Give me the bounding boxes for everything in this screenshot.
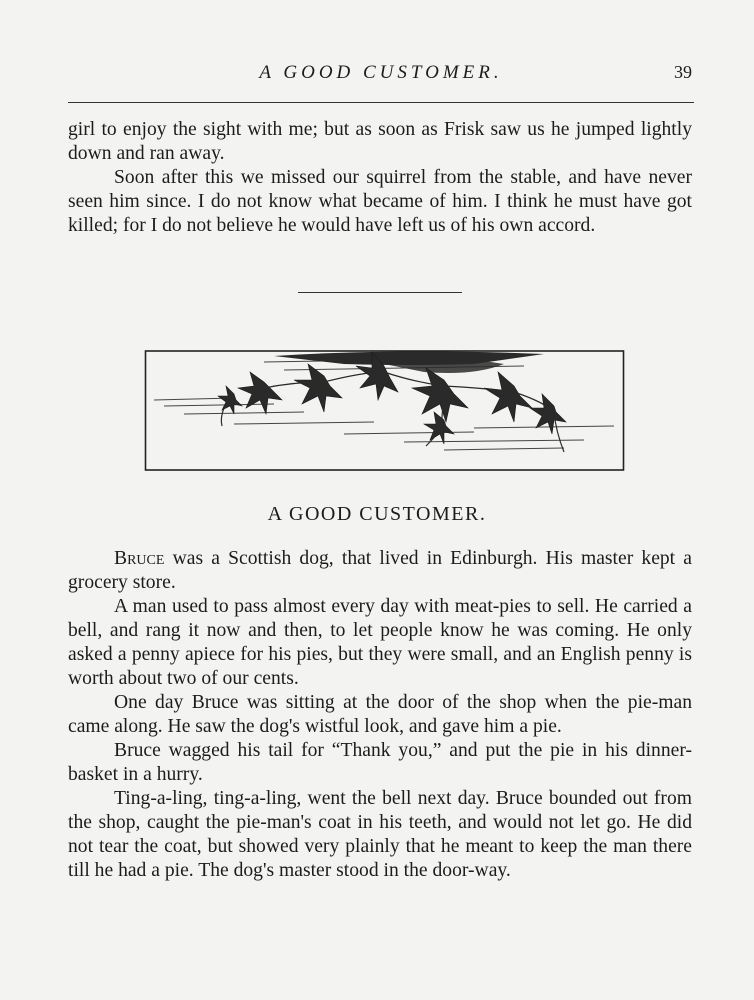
paragraph-rest: was a Scottish dog, that lived in Edinburgh. His master kept a grocery store. bbox=[68, 548, 692, 593]
paragraph: girl to enjoy the sight with me; but as soon as Frisk saw us he jumped lightly down and ran away. bbox=[68, 119, 692, 164]
paragraph bbox=[68, 547, 692, 595]
drop-word: Bruce bbox=[114, 548, 165, 569]
page-number: 39 bbox=[674, 62, 692, 82]
chapter-title: A GOOD CUSTOMER. bbox=[267, 503, 487, 525]
paragraph: A man used to pass almost every day with meat-pies to sell. He carried a bell, and rang it now and then, to let people know he was coming. He only asked a penny apiece for his pies, but they were small, and an English penny is worth about two of our cents. bbox=[68, 596, 692, 689]
paragraph: Soon after this we missed our squirrel from the stable, and have never seen him since. I do not know what became of him. I think he must have got killed; for I do not believe he would have left us of his own accord. bbox=[68, 167, 692, 236]
chapter-text bbox=[68, 547, 692, 883]
section-divider bbox=[298, 292, 462, 293]
ivy-leaves-icon bbox=[144, 342, 626, 472]
paragraph: One day Bruce was sitting at the door of the shop when the pie-man came along. He saw the dog's wistful look, and gave him a pie. bbox=[68, 692, 692, 737]
paragraph: Ting-a-ling, ting-a-ling, went the bell next day. Bruce bounded out from the shop, caught the pie-man's coat in his teeth, and would not let go. He did not tear the coat, but showed very plainly that he meant to keep the man there till he had a pie. The dog's master stood in the door-way. bbox=[68, 788, 692, 881]
paragraph: Bruce wagged his tail for “Thank you,” and put the pie in his dinner-basket in a hurry. bbox=[68, 740, 692, 785]
running-head bbox=[70, 62, 692, 86]
header-rule bbox=[68, 102, 694, 103]
previous-story-text bbox=[68, 118, 692, 238]
running-title: A GOOD CUSTOMER. bbox=[259, 62, 503, 83]
